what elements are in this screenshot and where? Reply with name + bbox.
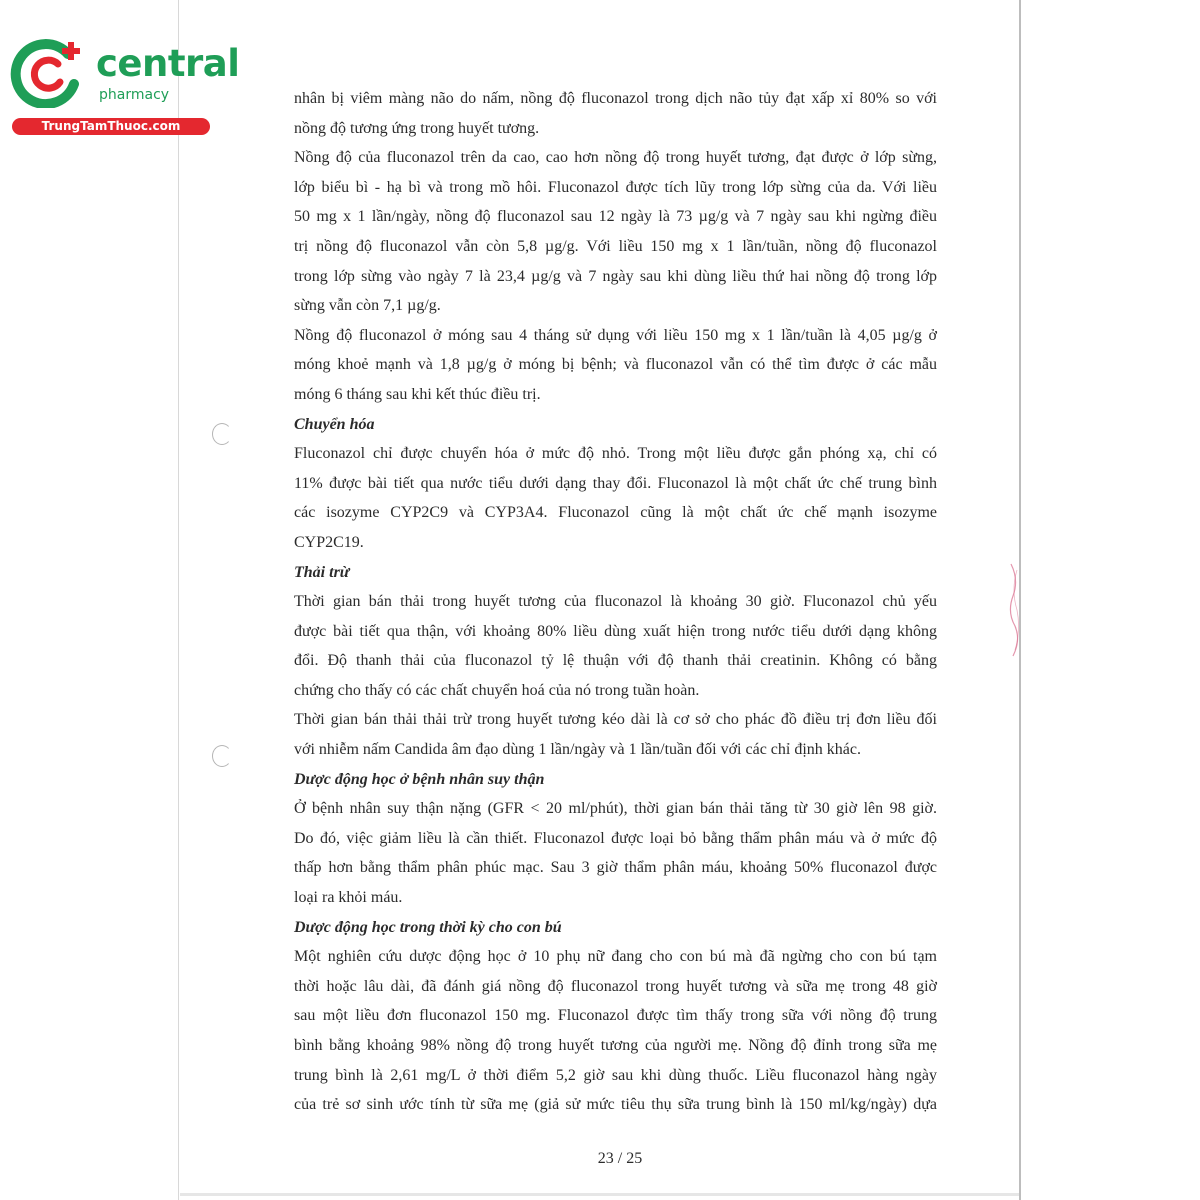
central-pharmacy-logo[interactable]	[10, 38, 240, 138]
punch-hole-icon	[212, 745, 232, 767]
text-line: nhân bị viêm màng não do nấm, nồng độ fluconazol trong dịch não tủy đạt xấp xỉ 80% so với	[294, 90, 937, 107]
text-line: thấp hơn bằng thẩm phân phúc mạc. Sau 3 giờ thẩm phân máu, khoảng 50% fluconazol được	[294, 859, 937, 877]
stamp-edge-icon	[1005, 560, 1023, 660]
punch-hole-icon	[212, 423, 232, 445]
text-line: sừng vẫn còn 7,1 µg/g.	[294, 297, 441, 315]
text-line: bình bằng khoảng 98% nồng độ trong huyết tương của người mẹ. Nồng độ đỉnh trong sữa mẹ	[294, 1037, 937, 1054]
text-line: sau một liều đơn fluconazol 150 mg. Fluconazol được tìm thấy trong sữa với nồng độ trung	[294, 1007, 937, 1025]
text-line: lớp biểu bì - hạ bì và trong mồ hôi. Fluconazol được tích lũy trong lớp sừng của da. Với liều	[294, 178, 937, 196]
logo-subtitle: pharmacy	[99, 87, 170, 103]
section-heading: Dược động học trong thời kỳ cho con bú	[294, 918, 562, 936]
section-heading: Dược động học ở bệnh nhân suy thận	[294, 770, 545, 788]
text-line: Một nghiên cứu dược động học ở 10 phụ nữ đang cho con bú mà đã ngừng cho con bú tạm	[294, 948, 937, 966]
page-bottom-edge	[180, 1193, 1019, 1196]
text-line: với nhiễm nấm Candida âm đạo dùng 1 lần/ngày và 1 lần/tuần đối với các chỉ định khác.	[294, 741, 861, 759]
text-line: CYP2C19.	[294, 533, 364, 551]
text-line: 50 mg x 1 lần/ngày, nồng độ fluconazol sau 12 ngày là 73 µg/g và 7 ngày sau khi ngừng điều	[294, 208, 937, 226]
text-line: trung bình là 2,61 mg/L ở thời điểm 5,2 giờ sau khi dùng thuốc. Liều fluconazol hàng ngày	[294, 1066, 937, 1084]
document-body	[294, 84, 937, 1120]
text-line: trị nồng độ fluconazol vẫn còn 5,8 µg/g. Với liều 150 mg x 1 lần/tuần, nồng độ fluconazol	[294, 237, 937, 255]
logo-url-badge[interactable]: TrungTamThuoc.com	[12, 118, 210, 135]
text-line: chứng cho thấy có các chất chuyển hoá của nó trong tuần hoàn.	[294, 681, 700, 699]
text-line: móng 6 tháng sau khi kết thúc điều trị.	[294, 385, 541, 403]
pharmacy-logo-icon	[10, 38, 90, 108]
text-line: các isozyme CYP2C9 và CYP3A4. Fluconazol cũng là một chất ức chế mạnh isozyme	[294, 504, 937, 522]
text-line: Do đó, việc giảm liều là cần thiết. Fluconazol được loại bỏ bằng thẩm phân máu và ở mức độ	[294, 829, 937, 847]
text-line: Fluconazol chỉ được chuyển hóa ở mức độ nhỏ. Trong một liều được gắn phóng xạ, chỉ có	[294, 445, 937, 463]
text-line: nồng độ tương ứng trong huyết tương.	[294, 119, 540, 137]
text-line: thời hoặc lâu dài, đã đánh giá nồng độ fluconazol trong huyết tương và sữa mẹ trong 48 giờ	[294, 977, 937, 995]
text-line: Nồng độ của fluconazol trên da cao, cao hơn nồng độ trong huyết tương, đạt được ở lớp sừng,	[294, 149, 937, 167]
text-line: Nồng độ fluconazol ở móng sau 4 tháng sử dụng với liều 150 mg x 1 lần/tuần là 4,05 µg/g ở	[294, 326, 937, 344]
text-line: móng khoẻ mạnh và 1,8 µg/g ở móng bị bệnh; và fluconazol vẫn có thể tìm được ở các mẫu	[294, 356, 937, 374]
text-line: của trẻ sơ sinh ước tính từ sữa mẹ (giả sử mức tiêu thụ sữa trung bình là 150 ml/kg/ngày) dựa	[294, 1096, 937, 1114]
text-line: Ở bệnh nhân suy thận nặng (GFR < 20 ml/phút), thời gian bán thải tăng từ 30 giờ lên 98 giờ.	[294, 800, 937, 818]
text-line: trong lớp sừng vào ngày 7 là 23,4 µg/g và 7 ngày sau khi dùng liều thứ hai nồng độ trong lớp	[294, 267, 937, 285]
text-line: được bài tiết qua thận, với khoảng 80% liều dùng xuất hiện trong nước tiểu dưới dạng không	[294, 622, 937, 640]
text-line: đổi. Độ thanh thải của fluconazol tỷ lệ thuận với độ thanh thải creatinin. Không có bằng	[294, 652, 937, 670]
section-heading: Thải trừ	[294, 563, 350, 581]
text-line: Thời gian bán thải trong huyết tương của fluconazol là khoảng 30 giờ. Fluconazol chủ yếu	[294, 593, 937, 611]
page-number: 23 / 25	[597, 1150, 643, 1167]
section-heading: Chuyển hóa	[294, 415, 375, 433]
logo-name: central	[96, 42, 240, 85]
page-left-edge	[178, 0, 179, 1200]
text-line: 11% được bài tiết qua nước tiểu dưới dạng thay đổi. Fluconazol là một chất ức chế trung bình	[294, 474, 937, 492]
text-line: loại ra khỏi máu.	[294, 889, 403, 907]
text-line: Thời gian bán thải thải trừ trong huyết tương kéo dài là cơ sở cho phác đồ điều trị đơn liều đối	[294, 711, 937, 729]
